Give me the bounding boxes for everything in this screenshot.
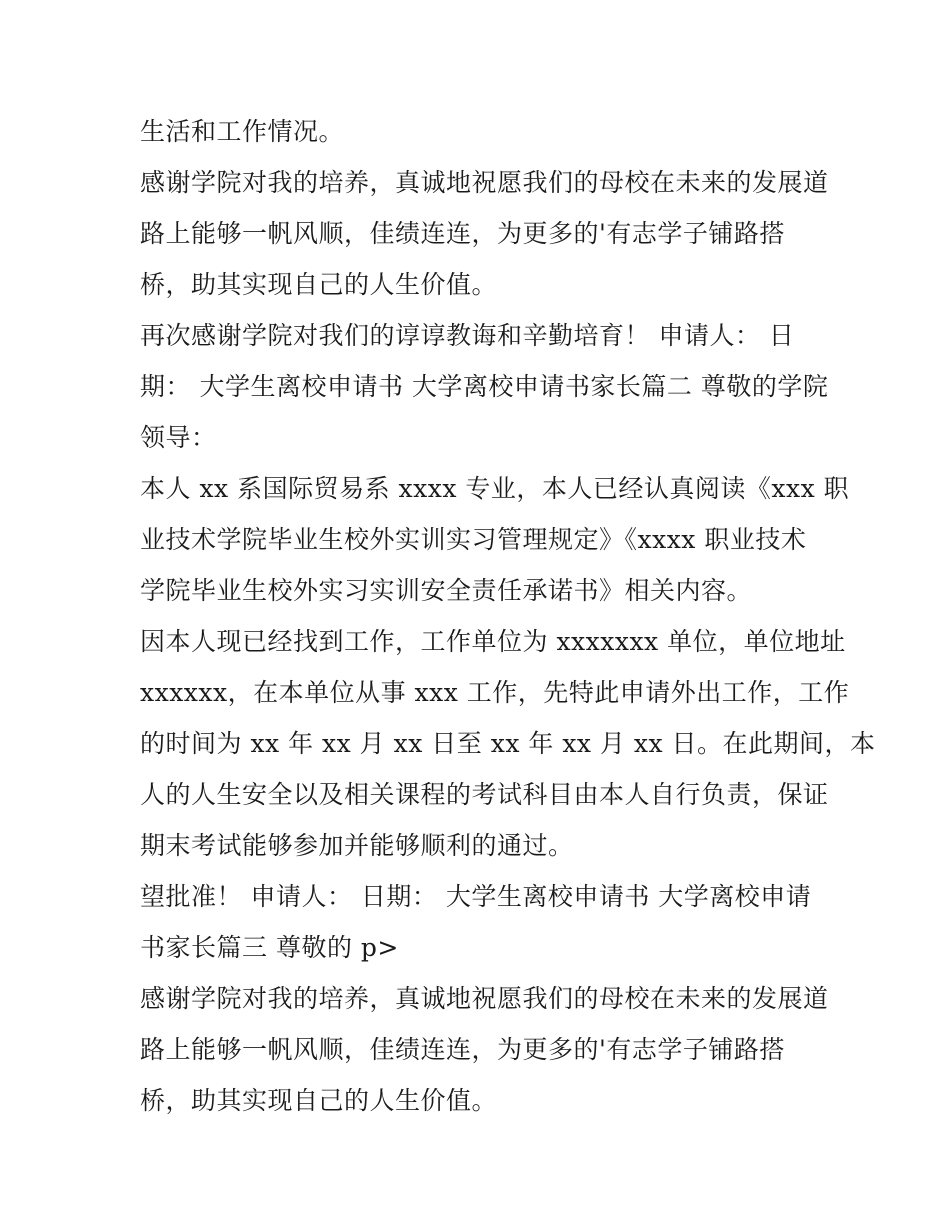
text-line: 感谢学院对我的培养，真诚地祝愿我们的母校在未来的发展道 bbox=[140, 984, 829, 1013]
text-line: 书家长篇三 尊敬的 p> bbox=[140, 933, 399, 962]
text-line: 路上能够一帆风顺，佳绩连连，为更多的'有志学子铺路搭 bbox=[140, 219, 785, 248]
text-line: 业技术学院毕业生校外实训实习管理规定》《xxxx 职业技术 bbox=[140, 525, 807, 554]
text-line: 路上能够一帆风顺，佳绩连连，为更多的'有志学子铺路搭 bbox=[140, 1035, 785, 1064]
text-line: xxxxxx，在本单位从事 xxx 工作，先特此申请外出工作，工作 bbox=[140, 678, 850, 707]
text-line: 学院毕业生校外实习实训安全责任承诺书》相关内容。 bbox=[140, 576, 753, 605]
text-line: 本人 xx 系国际贸易系 xxxx 专业，本人已经认真阅读《xxx 职 bbox=[140, 474, 850, 503]
text-line: 望批准！ 申请人： 日期： 大学生离校申请书 大学离校申请 bbox=[140, 882, 812, 911]
text-line: 因本人现已经找到工作，工作单位为 xxxxxxx 单位，单位地址 bbox=[140, 627, 846, 656]
text-line: 感谢学院对我的培养，真诚地祝愿我们的母校在未来的发展道 bbox=[140, 168, 829, 197]
text-line: 人的人生安全以及相关课程的考试科目由本人自行负责，保证 bbox=[140, 780, 829, 809]
text-line: 期： 大学生离校申请书 大学离校申请书家长篇二 尊敬的学院 bbox=[140, 372, 829, 401]
text-line: 桥，助其实现自己的人生价值。 bbox=[140, 1086, 498, 1115]
text-line: 再次感谢学院对我们的谆谆教诲和辛勤培育！ 申请人： 日 bbox=[140, 321, 795, 350]
text-line: 桥，助其实现自己的人生价值。 bbox=[140, 270, 498, 299]
text-line: 期末考试能够参加并能够顺利的通过。 bbox=[140, 831, 574, 860]
text-line: 的时间为 xx 年 xx 月 xx 日至 xx 年 xx 月 xx 日。在此期间，本 bbox=[140, 729, 876, 758]
text-line: 生活和工作情况。 bbox=[140, 117, 345, 146]
document-body bbox=[140, 106, 876, 1126]
text-line: 领导： bbox=[140, 423, 217, 452]
